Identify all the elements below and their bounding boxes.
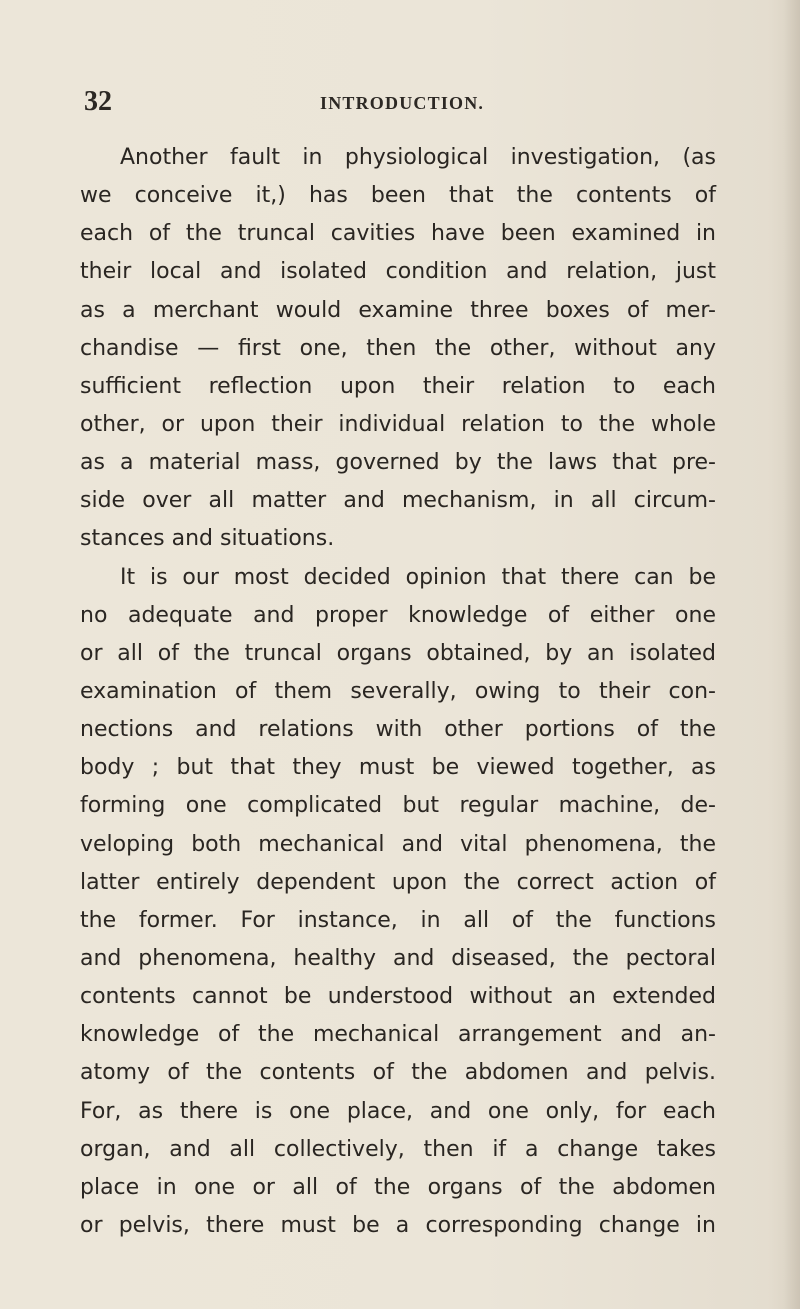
text-line: knowledge of the mechanical arrangement and an- [80, 1022, 716, 1048]
text-line: side over all matter and mechanism, in all circum- [80, 488, 716, 514]
text-line: contents cannot be understood without an extended [80, 984, 716, 1010]
text-line: stances and situations. [80, 526, 335, 552]
text-line: chandise — first one, then the other, without any [80, 335, 716, 361]
text-line: the former. For instance, in all of the functions [80, 907, 716, 933]
text-line: body ; but that they must be viewed together, as [80, 755, 716, 781]
text-line: no adequate and proper knowledge of either one [80, 602, 716, 628]
page-edge-shadow [784, 0, 800, 1309]
paragraph-1 [80, 139, 716, 559]
text-line: we conceive it,) has been that the contents of [80, 183, 716, 209]
text-line: or all of the truncal organs obtained, by an isolated [80, 640, 716, 666]
text-line: Another fault in physiological investigation, (as [120, 145, 716, 170]
text-line: each of the truncal cavities have been examined in [80, 221, 716, 247]
text-line: other, or upon their individual relation to the whole [80, 411, 716, 437]
text-line: latter entirely dependent upon the correct action of [80, 869, 716, 895]
body-text [80, 139, 716, 1245]
text-line: sufficient reflection upon their relation to each [80, 373, 716, 399]
page-header [84, 84, 714, 120]
text-line: forming one complicated but regular machine, de- [80, 793, 716, 819]
text-line: nections and relations with other portions of the [80, 717, 716, 743]
text-line: or pelvis, there must be a corresponding change in [80, 1212, 716, 1238]
text-line: examination of them severally, owing to their con- [80, 678, 716, 704]
text-line: their local and isolated condition and relation, just [80, 259, 716, 285]
text-line: organ, and all collectively, then if a change takes [80, 1136, 716, 1162]
text-line: and phenomena, healthy and diseased, the pectoral [80, 945, 716, 971]
text-line: as a merchant would examine three boxes of mer- [80, 297, 716, 323]
text-line: atomy of the contents of the abdomen and pelvis. [80, 1060, 716, 1086]
running-head: INTRODUCTION. [320, 93, 485, 113]
text-line: For, as there is one place, and one only, for each [80, 1098, 716, 1124]
text-line: veloping both mechanical and vital phenomena, the [80, 831, 716, 857]
paragraph-2 [80, 559, 716, 1246]
text-line: It is our most decided opinion that there can be [120, 564, 716, 590]
text-line: as a material mass, governed by the laws that pre- [80, 450, 716, 476]
page-number: 32 [84, 86, 112, 117]
text-line: place in one or all of the organs of the abdomen [80, 1174, 716, 1200]
